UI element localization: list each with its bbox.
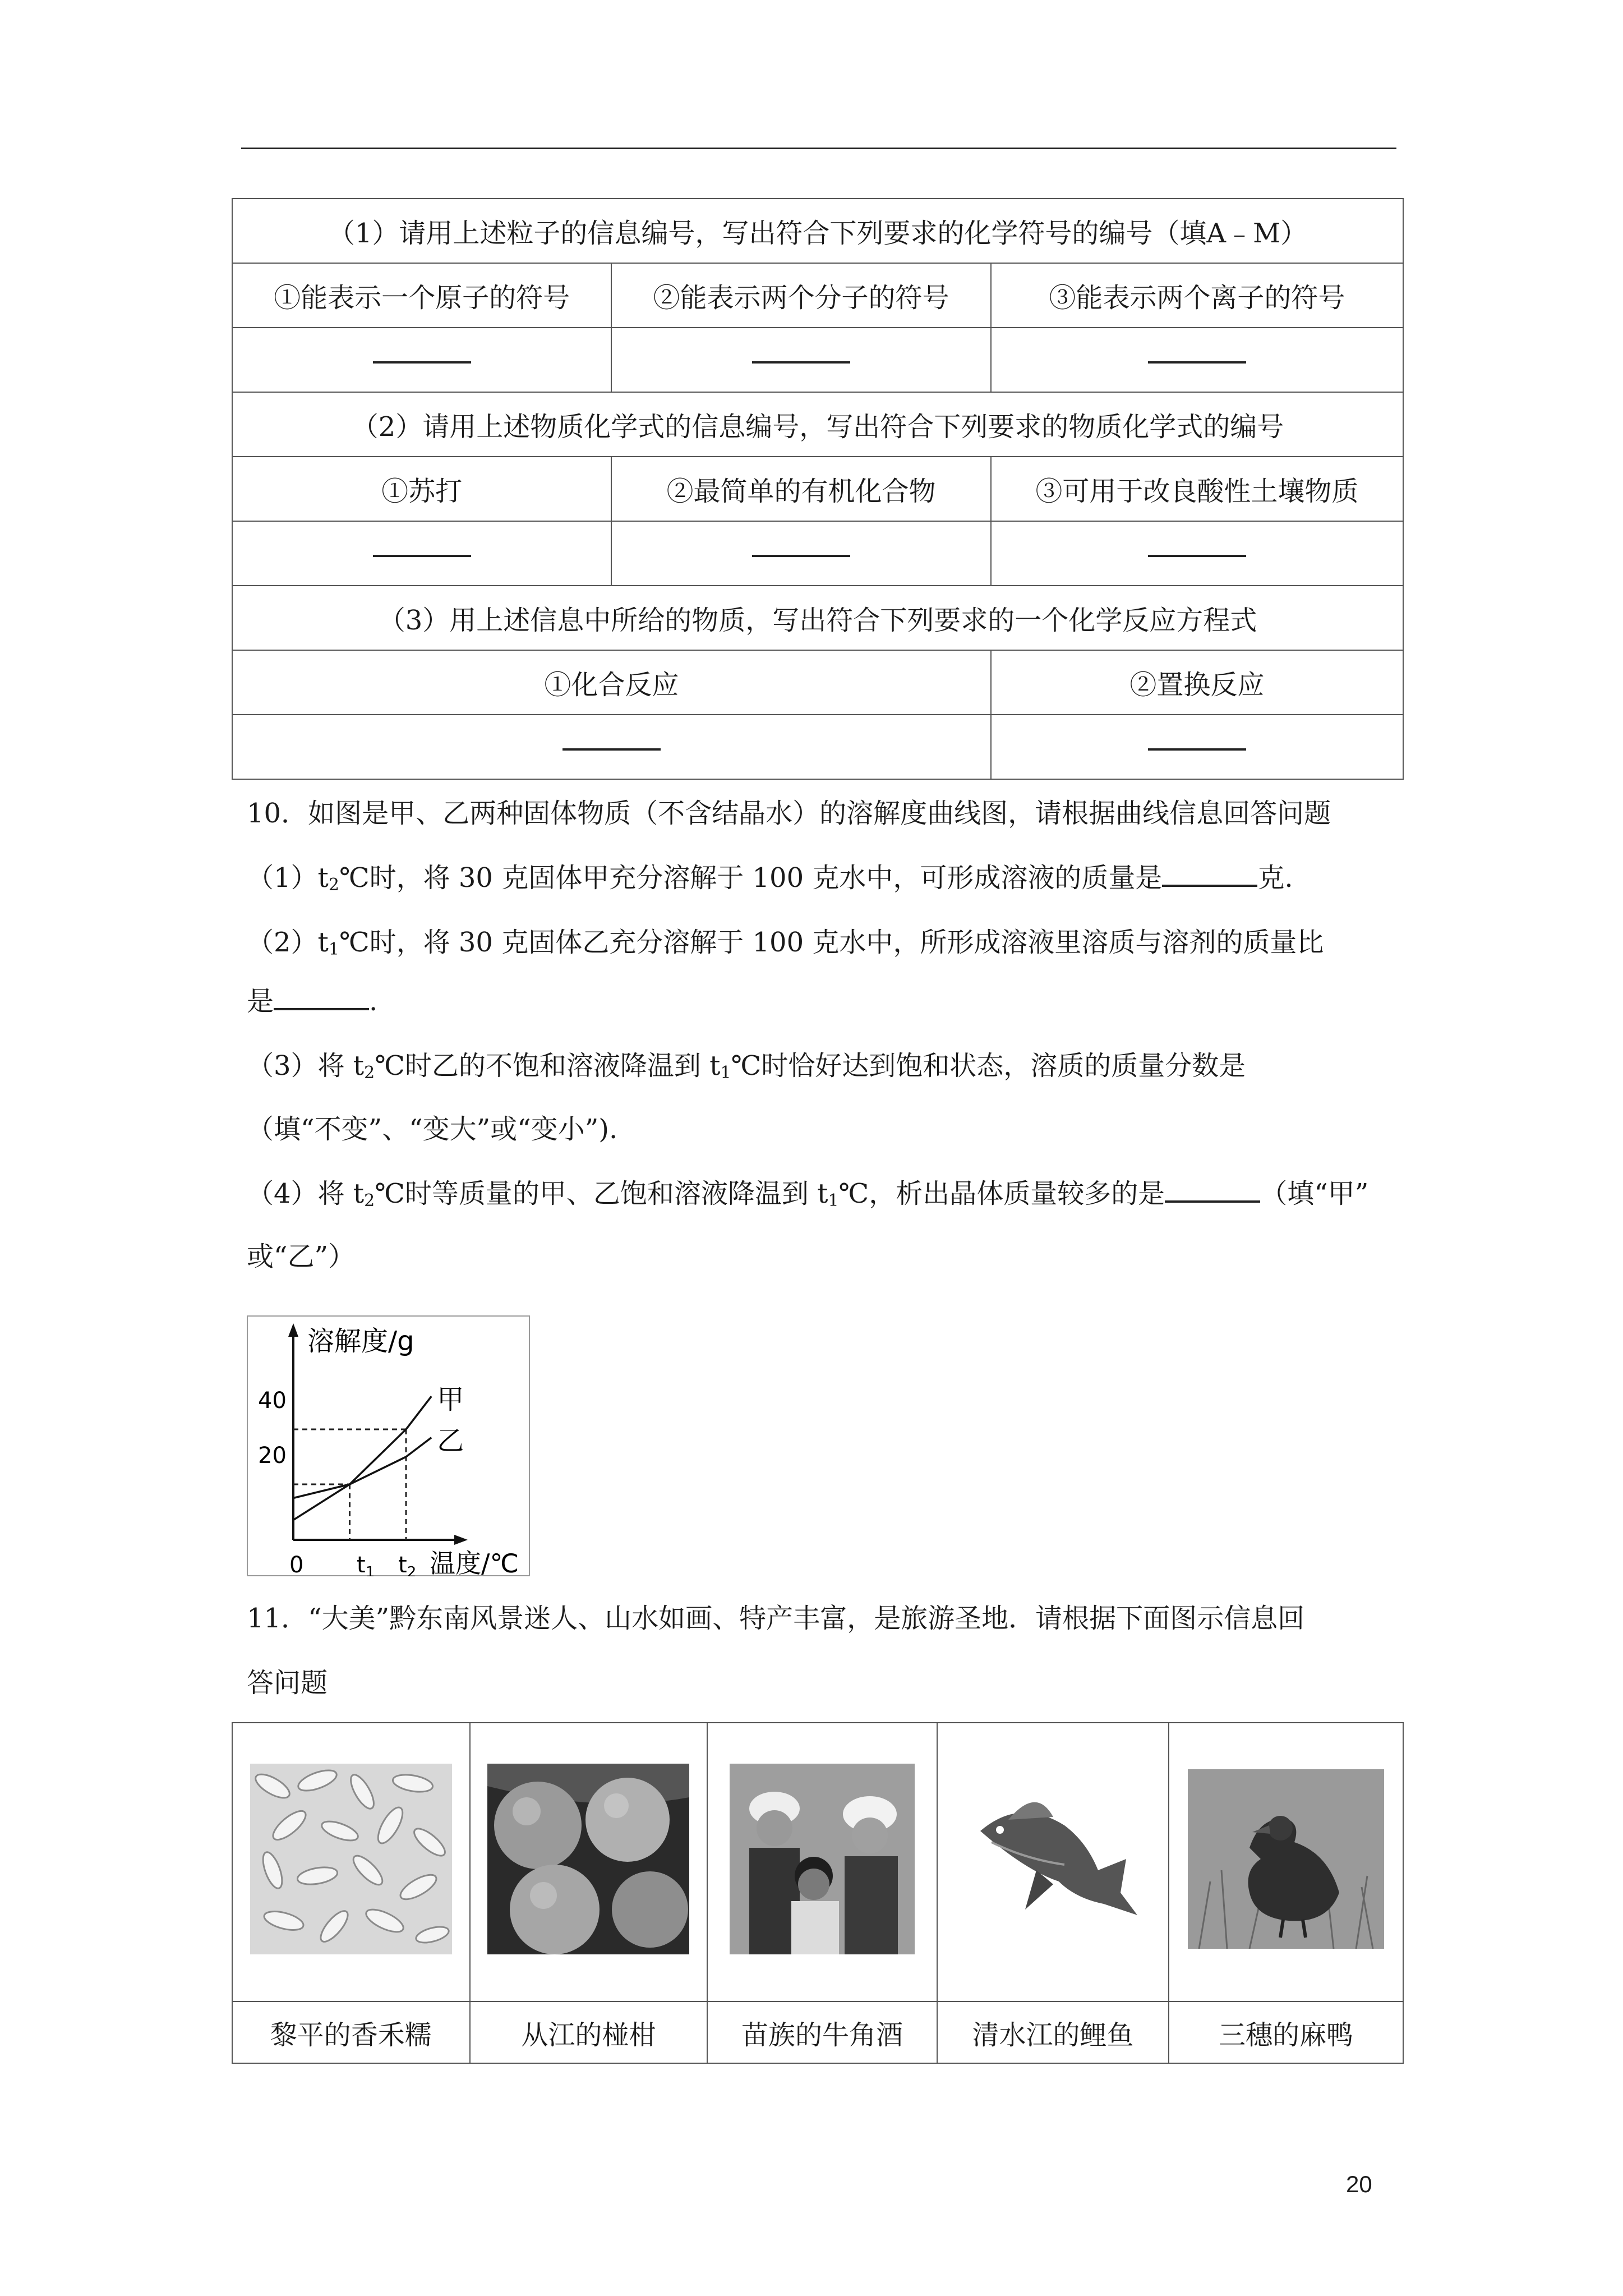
q10-p3-text: ℃时乙的不饱和溶液降温到 t (375, 1050, 721, 1082)
photo-cell (232, 1723, 470, 2001)
y-tick-20: 20 (258, 1443, 287, 1469)
answer-blank (752, 554, 850, 557)
subscript: 1 (828, 1191, 839, 1211)
photo-cell (1169, 1723, 1403, 2001)
answer-cell[interactable] (991, 328, 1403, 392)
q10-p2-text: . (369, 986, 378, 1017)
subscript: 2 (364, 1063, 375, 1083)
q10-part4-cont: 或“乙”） (247, 1241, 356, 1272)
q10-p2-text: 是 (247, 986, 274, 1017)
q10-part1 (247, 861, 1293, 902)
subscript: 1 (328, 940, 339, 959)
q10-p4-text: （填“甲” (1260, 1178, 1369, 1209)
caption-horn-wine: 苗族的牛角酒 (707, 2001, 937, 2063)
answer-blank[interactable] (274, 991, 369, 1010)
part1-item-2: ②能表示两个分子的符号 (611, 263, 990, 328)
page-number: 20 (1346, 2171, 1372, 2197)
part2-header: （2）请用上述物质化学式的信息编号，写出符合下列要求的物质化学式的编号 (232, 392, 1403, 457)
q10-p4-text: （4）将 t (247, 1178, 365, 1209)
answer-blank (1148, 361, 1246, 364)
duck-image (1188, 1769, 1384, 1949)
part3-item-1: ①化合反应 (232, 650, 991, 715)
specialty-photo-table (232, 1722, 1404, 2064)
part3-header: （3）用上述信息中所给的物质，写出符合下列要求的一个化学反应方程式 (232, 586, 1403, 650)
photo-cell (707, 1723, 937, 2001)
q10-part2-cont (247, 984, 377, 1018)
citrus-fruit-image (487, 1764, 689, 1954)
q10-p1-text: ℃时，将 30 克固体甲充分溶解于 100 克水中，可形成溶液的质量是 (339, 862, 1163, 894)
caption-carp: 清水江的鲤鱼 (937, 2001, 1169, 2063)
y-axis-label: 溶解度/g (307, 1326, 414, 1357)
answer-cell[interactable] (232, 521, 611, 586)
q10-part3-cont: （填“不变”、“变大”或“变小”). (247, 1114, 618, 1145)
part1-item-1: ①能表示一个原子的符号 (232, 263, 611, 328)
answer-blank (752, 361, 850, 364)
q10-stem: 10．如图是甲、乙两种固体物质（不含结晶水）的溶解度曲线图，请根据曲线信息回答问题 (247, 798, 1331, 829)
part2-item-2: ②最简单的有机化合物 (611, 457, 990, 521)
q10-p2-text: ℃时，将 30 克固体乙充分溶解于 100 克水中，所形成溶液里溶质与溶剂的质量比 (339, 927, 1324, 958)
q11-stem-line2: 答问题 (247, 1667, 328, 1699)
q10-part2 (247, 926, 1324, 967)
answer-cell[interactable] (991, 521, 1403, 586)
q10-p4-text: ℃时等质量的甲、乙饱和溶液降温到 t (375, 1178, 828, 1209)
subscript: 1 (720, 1063, 731, 1083)
q11-stem-line1: 11．“大美”黔东南风景迷人、山水如画、特产丰富，是旅游圣地．请根据下面图示信息回 (247, 1603, 1305, 1634)
answer-blank (373, 361, 471, 364)
answer-blank (373, 554, 471, 557)
part2-item-3: ③可用于改良酸性土壤物质 (991, 457, 1403, 521)
series-label: 乙 (437, 1425, 464, 1457)
photo-cell (937, 1723, 1169, 2001)
caption-duck: 三穗的麻鸭 (1169, 2001, 1403, 2063)
answer-blank[interactable] (1165, 1184, 1260, 1203)
answer-cell[interactable] (991, 715, 1403, 779)
q10-part4 (247, 1177, 1368, 1218)
part1-item-3: ③能表示两个离子的符号 (991, 263, 1403, 328)
answer-cell[interactable] (611, 328, 990, 392)
part3-item-2: ②置换反应 (991, 650, 1403, 715)
y-tick-40: 40 (258, 1388, 287, 1414)
answer-cell[interactable] (232, 715, 991, 779)
part1-header: （1）请用上述粒子的信息编号，写出符合下列要求的化学符号的编号（填A﹣M） (232, 199, 1403, 263)
caption-citrus: 从江的椪柑 (470, 2001, 708, 2063)
answer-blank (1148, 748, 1246, 751)
photo-cell (470, 1723, 708, 2001)
q10-p1-text: （1）t (247, 862, 329, 894)
subscript: 2 (328, 875, 339, 895)
caption-rice: 黎平的香禾糯 (232, 2001, 470, 2063)
q10-part3 (247, 1049, 1246, 1090)
q10-p3-text: ℃时恰好达到饱和状态，溶质的质量分数是 (731, 1050, 1246, 1082)
origin-label: 0 (289, 1552, 304, 1576)
answer-blank[interactable] (1162, 868, 1257, 887)
x-tick-t1: $t_1$ (357, 1552, 375, 1576)
miao-people-image (730, 1764, 915, 1954)
part2-item-1: ①苏打 (232, 457, 611, 521)
x-axis-label: 温度/℃ (430, 1548, 519, 1576)
answer-cell[interactable] (232, 328, 611, 392)
carp-fish-image (958, 1764, 1149, 1954)
q10-p2-text: （2）t (247, 927, 329, 958)
answer-blank (562, 748, 661, 751)
series-label: 甲 (437, 1384, 464, 1416)
q10-p4-text: ℃，析出晶体质量较多的是 (838, 1178, 1165, 1209)
rice-grains-image (250, 1764, 452, 1954)
answer-blank (1148, 554, 1246, 557)
x-tick-t2: $t_2$ (398, 1552, 417, 1576)
q10-p1-text: 克. (1257, 862, 1293, 894)
answer-table (232, 198, 1404, 780)
subscript: 2 (364, 1191, 375, 1211)
q10-p3-text: （3）将 t (247, 1050, 365, 1082)
solubility-chart (247, 1315, 530, 1576)
answer-cell[interactable] (611, 521, 990, 586)
header-rule (241, 148, 1396, 149)
